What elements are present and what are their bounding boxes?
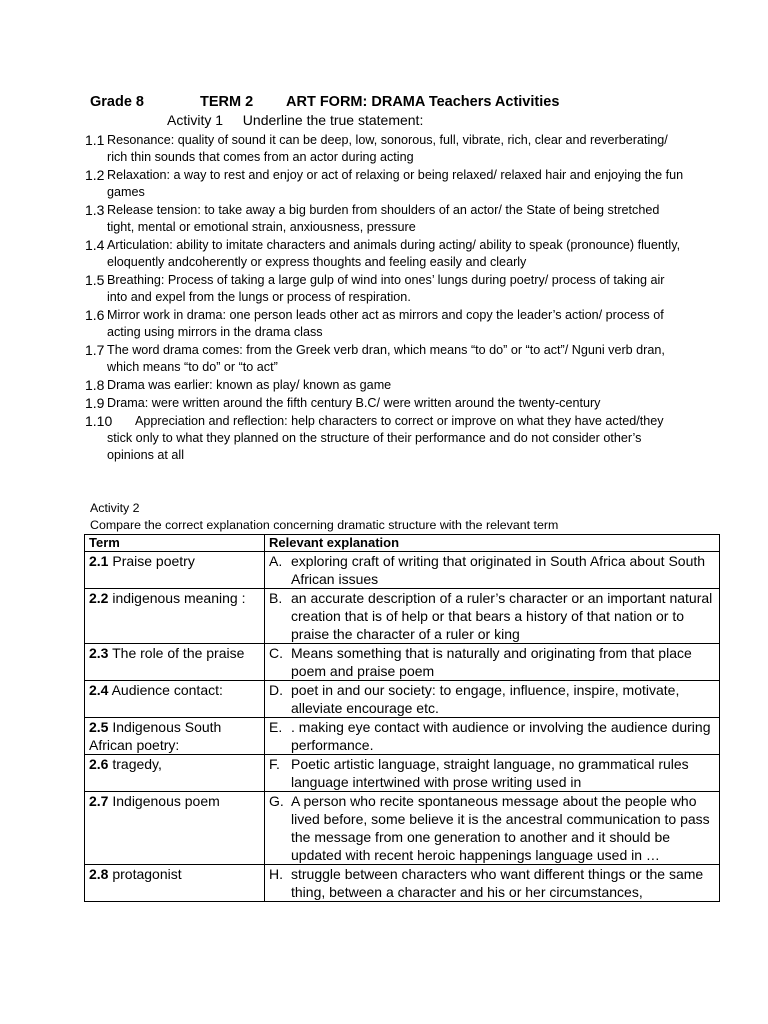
explanation — [269, 589, 715, 643]
item-text: Articulation: ability to imitate characters and animals during acting/ ability to speak (pronounce) fluently, eloquently andcoherently or express thoughts and feeling easily and clearly — [107, 238, 681, 269]
explanation-letter: C. — [269, 645, 283, 661]
explanation-letter: E. — [269, 719, 283, 735]
explanation-cell — [265, 718, 720, 755]
term-cell — [85, 755, 265, 792]
explanation-cell — [265, 865, 720, 902]
term-text: Indigenous South African poetry: — [89, 719, 222, 753]
table-row — [85, 589, 720, 644]
table-header-row — [85, 535, 720, 552]
item-number: 1.7 — [85, 342, 105, 358]
list-item — [85, 272, 685, 306]
explanation-column-header: Relevant explanation — [265, 535, 720, 552]
list-item — [85, 377, 685, 394]
explanation-cell — [265, 552, 720, 589]
explanation-letter: F. — [269, 756, 280, 772]
item-number: 1.5 — [85, 272, 105, 288]
list-item — [85, 237, 685, 271]
explanation-cell — [265, 589, 720, 644]
activity1-list — [85, 132, 685, 465]
table-row — [85, 644, 720, 681]
explanation-text: . making eye contact with audience or involving the audience during performance. — [291, 719, 711, 753]
item-text: Drama: were written around the fifth century B.C/ were written around the twenty-century — [107, 396, 601, 410]
activity1-instruction: Underline the true statement: — [242, 112, 424, 128]
explanation-letter: H. — [269, 866, 283, 882]
item-number: 1.2 — [85, 167, 105, 183]
item-text: Release tension: to take away a big burden from shoulders of an actor/ the State of being stretched tight, mental or emotional strain, anxiousness, pressure — [107, 203, 660, 234]
term-number: 2.4 — [89, 682, 109, 698]
explanation-text: poet in and our society: to engage, influence, inspire, motivate, alleviate encourage etc. — [291, 682, 680, 716]
item-text: Mirror work in drama: one person leads other act as mirrors and copy the leader’s action/ process of acting using mirrors in the drama class — [107, 308, 664, 339]
table-row — [85, 792, 720, 865]
item-number: 1.6 — [85, 307, 105, 323]
list-item — [85, 395, 685, 412]
explanation — [269, 865, 715, 901]
list-item — [85, 132, 685, 166]
term-number: 2.7 — [89, 793, 109, 809]
item-number: 1.10 — [85, 413, 113, 429]
term-cell — [85, 792, 265, 865]
term-column-header: Term — [85, 535, 265, 552]
explanation-text: A person who recite spontaneous message about the people who lived before, some believe it is the ancestral communication to pass the message from one generation to another and it should be updated with recent heroic happenings language used in … — [291, 793, 710, 863]
term-text: protagonist — [112, 866, 182, 882]
term-number: 2.5 — [89, 719, 109, 735]
term-number: 2.8 — [89, 866, 109, 882]
item-number: 1.3 — [85, 202, 105, 218]
item-number: 1.1 — [85, 132, 105, 148]
explanation-cell — [265, 644, 720, 681]
list-item — [85, 202, 685, 236]
table-row — [85, 865, 720, 902]
table-row — [85, 552, 720, 589]
term-number: 2.1 — [89, 553, 109, 569]
explanation-text: an accurate description of a ruler’s character or an important natural creation that is of help or that bears a history of that nation or to praise the character of a ruler or king — [291, 590, 713, 642]
term-text: tragedy, — [112, 756, 162, 772]
explanation-letter: G. — [269, 793, 284, 809]
explanation — [269, 552, 715, 588]
art-form-title: ART FORM: DRAMA Teachers Activities — [286, 94, 560, 110]
activity2-heading — [90, 500, 558, 534]
table-row — [85, 718, 720, 755]
item-number: 1.8 — [85, 377, 105, 393]
activity2-instruction: Compare the correct explanation concerning dramatic structure with the relevant term — [90, 518, 559, 532]
item-number: 1.9 — [85, 395, 105, 411]
term-cell — [85, 644, 265, 681]
item-text: Resonance: quality of sound it can be deep, low, sonorous, full, vibrate, rich, clear and reverberating/ rich thin sounds that comes from an actor during acting — [107, 133, 668, 164]
list-item — [85, 413, 685, 464]
list-item — [85, 342, 685, 376]
matching-table — [84, 534, 720, 902]
activity1-label: Activity 1 — [167, 112, 224, 128]
explanation-text: Means something that is naturally and originating from that place poem and praise poem — [291, 645, 692, 679]
term-text: indigenous meaning : — [112, 590, 246, 606]
term-number: 2.2 — [89, 590, 109, 606]
explanation-letter: B. — [269, 590, 283, 606]
activity1-heading — [167, 112, 423, 128]
explanation — [269, 718, 715, 754]
explanation — [269, 681, 715, 717]
item-number: 1.4 — [85, 237, 105, 253]
term-text: Indigenous poem — [112, 793, 220, 809]
term-cell — [85, 681, 265, 718]
term-label: TERM 2 — [200, 94, 254, 110]
table-row — [85, 755, 720, 792]
explanation — [269, 644, 715, 680]
explanation-letter: D. — [269, 682, 283, 698]
explanation-cell — [265, 755, 720, 792]
term-number: 2.3 — [89, 645, 109, 661]
item-text: Drama was earlier: known as play/ known as game — [107, 378, 392, 392]
explanation-text: struggle between characters who want different things or the same thing, between a character and his or her circumstances, — [291, 866, 704, 900]
table-row — [85, 681, 720, 718]
term-cell — [85, 865, 265, 902]
explanation-cell — [265, 681, 720, 718]
item-text: The word drama comes: from the Greek verb dran, which means “to do” or “to act”/ Nguni verb dran, which means “to do” or “to act” — [107, 343, 665, 374]
term-cell — [85, 718, 265, 755]
grade-label: Grade 8 — [90, 94, 144, 110]
term-number: 2.6 — [89, 756, 109, 772]
activity2-label: Activity 2 — [90, 501, 140, 515]
list-item — [85, 307, 685, 341]
term-cell — [85, 552, 265, 589]
explanation — [269, 792, 715, 864]
explanation-text: exploring craft of writing that originated in South Africa about South African issues — [291, 553, 706, 587]
term-text: Praise poetry — [112, 553, 195, 569]
explanation-cell — [265, 792, 720, 865]
term-cell — [85, 589, 265, 644]
explanation — [269, 755, 715, 791]
item-text: Relaxation: a way to rest and enjoy or act of relaxing or being relaxed/ relaxed hair and enjoying the fun games — [107, 168, 684, 199]
explanation-text: Poetic artistic language, straight language, no grammatical rules language intertwined with prose writing used in — [291, 756, 689, 790]
term-text: Audience contact: — [111, 682, 223, 698]
list-item — [85, 167, 685, 201]
term-text: The role of the praise — [112, 645, 245, 661]
item-text: Appreciation and reflection: help characters to correct or improve on what they have acted/they stick only to what they planned on the structure of their performance and do not consider other’s opinions at all — [107, 414, 664, 462]
explanation-letter: A. — [269, 553, 283, 569]
item-text: Breathing: Process of taking a large gulp of wind into ones’ lungs during poetry/ process of taking air into and expel from the lungs or process of respiration. — [107, 273, 665, 304]
